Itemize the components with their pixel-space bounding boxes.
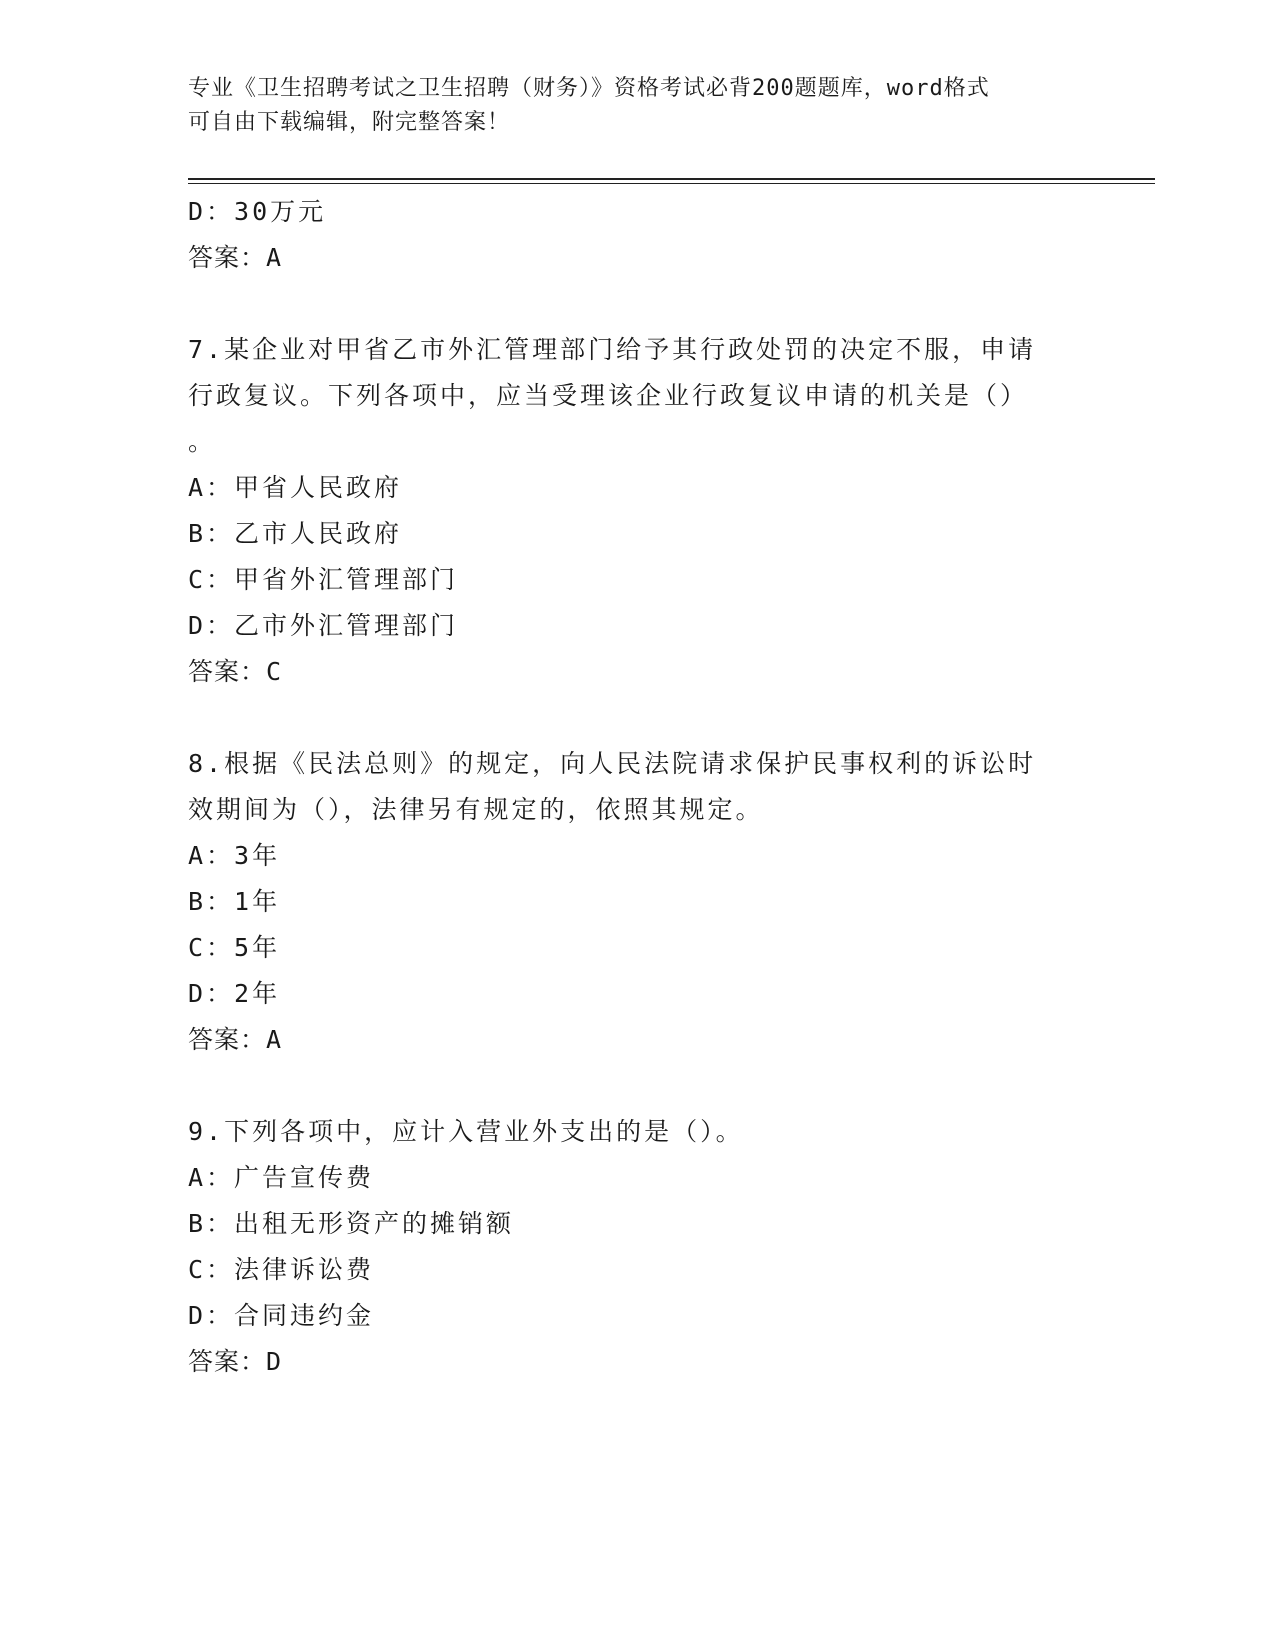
question-8 [188, 741, 1088, 1063]
option-b: B：1年 [188, 887, 281, 916]
option-d: D：乙市外汇管理部门 [188, 611, 459, 640]
option-c: C：5年 [188, 933, 281, 962]
option-d: D：合同违约金 [188, 1301, 375, 1330]
option-b: B：乙市人民政府 [188, 519, 403, 548]
option-a: A：广告宣传费 [188, 1163, 375, 1192]
question-7 [188, 327, 1088, 695]
spacer [188, 695, 1088, 741]
answer-line: 答案：A [188, 243, 283, 272]
option-d: D：30万元 [188, 197, 327, 226]
answer-line: 答案：C [188, 657, 283, 686]
question-stem: 8.根据《民法总则》的规定，向人民法院请求保护民事权利的诉讼时 [188, 749, 1037, 778]
page-header [188, 72, 1088, 140]
question-stem: 行政复议。下列各项中，应当受理该企业行政复议申请的机关是（） [188, 381, 1029, 410]
header-title-line-2: 可自由下载编辑，附完整答案！ [188, 110, 511, 135]
header-title-line-1: 专业《卫生招聘考试之卫生招聘（财务）》资格考试必背200题题库，word格式 [188, 76, 990, 101]
answer-line: 答案：D [188, 1347, 283, 1376]
question-stem: 9.下列各项中，应计入营业外支出的是（）。 [188, 1117, 744, 1146]
document-body [188, 189, 1088, 1385]
question-6-tail [188, 189, 1088, 281]
question-stem: 。 [188, 427, 217, 456]
answer-line: 答案：A [188, 1025, 283, 1054]
option-a: A：3年 [188, 841, 281, 870]
header-divider-thin [188, 183, 1155, 184]
question-stem: 效期间为（），法律另有规定的，依照其规定。 [188, 795, 764, 824]
option-c: C：法律诉讼费 [188, 1255, 375, 1284]
question-9 [188, 1109, 1088, 1385]
question-stem: 7.某企业对甲省乙市外汇管理部门给予其行政处罚的决定不服，申请 [188, 335, 1037, 364]
spacer [188, 1063, 1088, 1109]
header-divider-thick [188, 178, 1155, 180]
option-d: D：2年 [188, 979, 281, 1008]
spacer [188, 281, 1088, 327]
option-a: A：甲省人民政府 [188, 473, 403, 502]
option-c: C：甲省外汇管理部门 [188, 565, 459, 594]
option-b: B：出租无形资产的摊销额 [188, 1209, 515, 1238]
